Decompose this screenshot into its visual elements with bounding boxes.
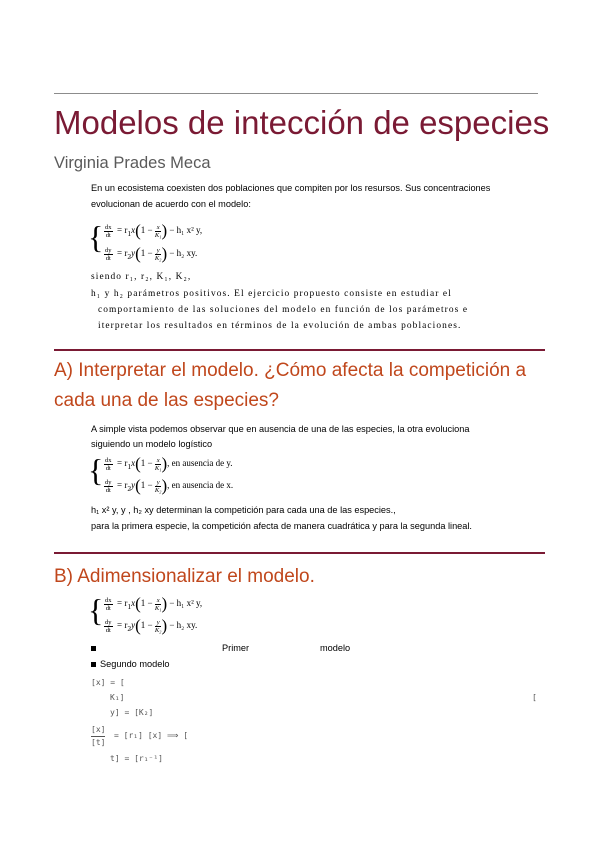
model-brace: { [88, 592, 104, 628]
params-line-1: siendo r₁, r₂, K₁, K₂, [91, 272, 192, 282]
section-a-heading-1: A) Interpretar el modelo. ¿Cómo afecta la competición a [54, 360, 527, 381]
params-line-4: iterpretar los resultados en términos de la evolución de ambas poblaciones. [98, 321, 462, 331]
bullet-second-model[interactable]: Segundo modelo [91, 657, 169, 672]
section-a-heading-2: cada una de las especies? [54, 390, 279, 411]
code-line-4: = [r₁] [x] ⟹ [ [114, 731, 189, 740]
first-model-label-b: modelo [320, 643, 351, 653]
params-line-3: comportamiento de las soluciones del modelo en función de los parámetros e [98, 305, 469, 315]
section-a-line-1: A simple vista podemos observar que en ausencia de una de las especies, la otra evoluciona [91, 424, 470, 434]
code-line-1: [x] = [ [91, 678, 125, 687]
author-name: Virginia Prades Meca [54, 154, 211, 172]
code-fraction: [x] [t] [91, 725, 106, 747]
logistic-brace: { [88, 452, 104, 488]
square-bullet-icon [91, 662, 96, 667]
logistic-equation-x: $\frac{dx}{dt}$ = $r_1x(1$ − $\frac{x}{\text{K₁}}$ ), en ausencia de y. [105, 454, 233, 473]
intro-line-1: En un ecosistema coexisten dos poblaciones que compiten por los resursos. Sus concentraciones [91, 183, 491, 193]
code-line-5: t] = [r₁⁻¹] [110, 754, 163, 763]
section-a-line-2: siguiendo un modelo logístico [91, 439, 213, 449]
logistic-equation-y: $\frac{dy}{dt}$ = $r_2y(1$ − $\frac{y}{\text{K₂}}$ ), en ausencia de x. [105, 476, 234, 495]
bullet-first-model[interactable] [91, 641, 100, 656]
params-line-2: h₁ y h₂ parámetros positivos. El ejercicio propuesto consiste en estudiar el [91, 289, 452, 299]
equation-dy: $\frac{dy}{dt}$ = $r_2y(1$ − $\frac{y}{\text{K₂}}$ ) − h₂ xy. [105, 244, 198, 263]
equation-dx: $\frac{dx}{dt}$ = $r_1x(1$ − $\frac{x}{\text{K₁}}$ ) − h₁ x² y, [105, 221, 203, 240]
section-b-rule [54, 552, 545, 554]
competition-conclusion: para la primera especie, la competición afecta de manera cuadrática y para la segunda lineal. [91, 521, 472, 531]
section-a-rule [54, 349, 545, 351]
model-equation-dx: $\frac{dx}{dt}$ = $r_1x(1$ − $\frac{x}{\text{K₁}}$ ) − h₁ x² y, [105, 594, 203, 613]
code-line-2: K₁] [110, 693, 125, 702]
page-title: Modelos de intección de especies [54, 104, 550, 141]
competition-terms: h₁ x² y, y , h₂ xy determinan la competición para cada una de las especies., [91, 505, 396, 515]
top-rule [54, 93, 538, 94]
code-line-2-right: [ [532, 693, 537, 702]
model-equation-dy: $\frac{dy}{dt}$ = $r_2y(1$ − $\frac{y}{\text{K₂}}$ ) − h₂ xy. [105, 616, 198, 635]
code-line-3: y] = [K₂] [110, 708, 154, 717]
square-bullet-icon [91, 646, 96, 651]
intro-line-2: evolucionan de acuerdo con el modelo: [91, 199, 251, 209]
first-model-label-a: Primer [222, 643, 250, 653]
system-brace: { [88, 219, 104, 255]
section-b-heading: B) Adimensionalizar el modelo. [54, 566, 315, 587]
